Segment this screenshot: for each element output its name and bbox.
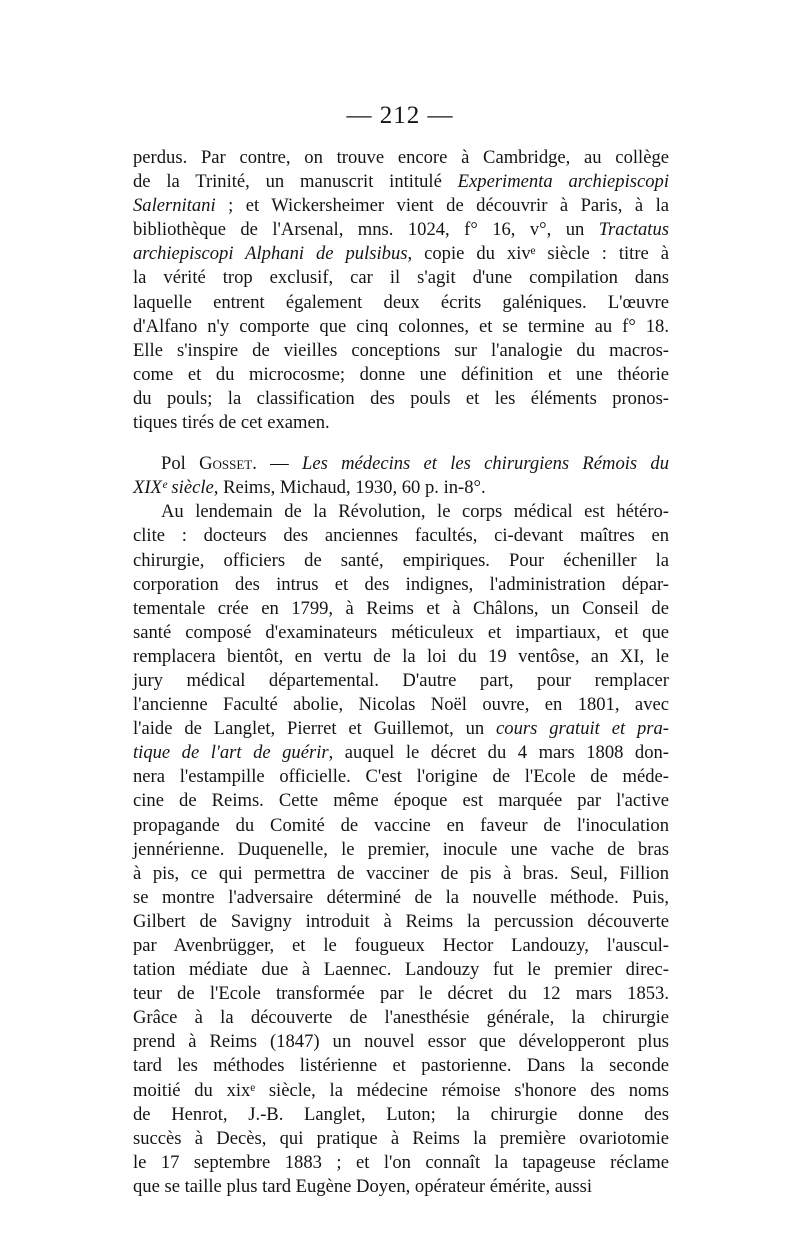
text-line	[133, 669, 669, 693]
line-text: moitié du xixᵉ siècle, la médecine rémoise s'honore des noms	[133, 1079, 669, 1101]
line-text: Au lendemain de la Révolution, le corps médical est hétéro-	[161, 501, 669, 523]
text-line	[133, 862, 669, 886]
line-text: jennérienne. Duquenelle, le premier, inocule une vache de bras	[133, 838, 669, 860]
text-line	[133, 170, 669, 194]
italic-title: Salernitani	[133, 195, 216, 217]
line-text: teur de l'Ecole transformée par le décret du 12 mars 1853.	[133, 983, 669, 1005]
citation-title-line-1: Les médecins et les chirurgiens Rémois du	[302, 453, 669, 475]
text-line	[133, 500, 669, 524]
text-line	[133, 1054, 669, 1078]
text-line	[133, 1030, 669, 1054]
italic-title: Tractatus	[598, 219, 669, 241]
page-body	[133, 146, 669, 1199]
text-line	[133, 645, 669, 669]
line-text: à pis, ce qui permettra de vacciner de pis à bras. Seul, Fillion	[133, 862, 669, 884]
line-text: perdus. Par contre, on trouve encore à Cambridge, au collège	[133, 147, 669, 168]
line-text: cine de Reims. Cette même époque est marquée par l'active	[133, 790, 669, 812]
line-text: la vérité trop exclusif, car il s'agit d'une compilation dans	[133, 267, 669, 289]
text-line	[133, 1006, 669, 1030]
line-text: come et du microcosme; donne une définition et une théorie	[133, 363, 669, 385]
text-line	[133, 363, 669, 387]
text-line	[133, 838, 669, 862]
line-text: tiques tirés de cet examen.	[133, 412, 330, 434]
text-line	[133, 242, 669, 266]
text-line	[133, 411, 669, 435]
line-text: laquelle entrent également deux écrits galéniques. L'œuvre	[133, 291, 669, 313]
citation-author-first: Pol	[161, 453, 200, 475]
line-text: jury médical départemental. D'autre part, pour remplacer	[133, 669, 669, 691]
bibliographic-citation	[133, 452, 669, 500]
text-line	[133, 146, 669, 170]
text-line	[133, 621, 669, 645]
text-line	[133, 958, 669, 982]
line-text: remplacera bientôt, en vertu de la loi du 19 ventôse, an XI, le	[133, 645, 669, 667]
text-line	[133, 1103, 669, 1127]
text-line	[133, 1151, 669, 1175]
text-line	[133, 1127, 669, 1151]
line-text: de la Trinité, un manuscrit intitulé	[133, 171, 458, 193]
text-line	[133, 982, 669, 1006]
text-line	[133, 717, 669, 741]
line-text: tation médiate due à Laennec. Landouzy fut le premier direc-	[133, 959, 669, 981]
line-text: par Avenbrügger, et le fougueux Hector Landouzy, l'auscul-	[133, 935, 669, 956]
text-line	[133, 886, 669, 910]
line-text: nera l'estampille officielle. C'est l'origine de l'Ecole de méde-	[133, 766, 669, 788]
line-text: propagande du Comité de vaccine en faveur de l'inoculation	[133, 814, 669, 836]
italic-title: tique de l'art de guérir	[133, 742, 329, 764]
text-line	[133, 549, 669, 573]
line-text: l'aide de Langlet, Pierret et Guillemot, un	[133, 718, 497, 740]
text-line	[133, 765, 669, 789]
text-line	[133, 524, 669, 548]
text-line	[133, 814, 669, 838]
text-line	[133, 1175, 669, 1199]
line-text: , auquel le décret du 4 mars 1808 don-	[328, 742, 669, 764]
text-line	[133, 266, 669, 290]
line-text: le 17 septembre 1883 ; et l'on connaît la tapageuse réclame	[133, 1151, 669, 1173]
line-text: Elle s'inspire de vieilles conceptions sur l'analogie du macros-	[133, 339, 669, 361]
italic-title: archiepiscopi Alphani de pulsibus	[133, 243, 408, 265]
line-text: se montre l'adversaire déterminé de la nouvelle méthode. Puis,	[133, 886, 669, 908]
text-line	[133, 693, 669, 717]
line-text: Grâce à la découverte de l'anesthésie générale, la chirurgie	[133, 1007, 669, 1029]
text-line	[133, 573, 669, 597]
line-text: du pouls; la classification des pouls et les éléments pronos-	[133, 387, 669, 409]
line-text: de Henrot, J.-B. Langlet, Luton; la chirurgie donne des	[133, 1103, 669, 1125]
line-text: prend à Reims (1847) un nouvel essor que développeront plus	[133, 1031, 669, 1053]
line-text: que se taille plus tard Eugène Doyen, opérateur émérite, aussi	[133, 1175, 592, 1197]
text-line	[133, 387, 669, 411]
line-text: ; et Wickersheimer vient de découvrir à Paris, à la	[215, 195, 669, 217]
citation-title-line-2: XIXᵉ siècle	[133, 477, 214, 499]
citation-publication: , Reims, Michaud, 1930, 60 p. in-8°.	[213, 477, 486, 499]
text-line	[133, 194, 669, 218]
line-text: corporation des intrus et des indignes, l'administration dépar-	[133, 573, 669, 595]
text-line	[133, 789, 669, 813]
paragraph-arsenal-manuscript	[133, 146, 669, 435]
text-line	[133, 597, 669, 621]
citation-dash: . —	[252, 453, 302, 475]
citation-author-last: Gosset	[199, 453, 253, 475]
paragraph-reims-medicine	[133, 500, 669, 1199]
line-text: chirurgie, officiers de santé, empiriques. Pour écheniller la	[133, 549, 669, 571]
line-text: clite : docteurs des anciennes facultés, ci-devant maîtres en	[133, 525, 669, 547]
text-line	[133, 934, 669, 958]
text-line	[133, 315, 669, 339]
line-text: tard les méthodes listérienne et pastorienne. Dans la seconde	[133, 1055, 669, 1077]
page-number: — 212 —	[346, 102, 454, 129]
text-line	[133, 1079, 669, 1103]
line-text: bibliothèque de l'Arsenal, mns. 1024, f° 16, v°, un	[133, 219, 599, 241]
line-text: tementale crée en 1799, à Reims et à Châlons, un Conseil de	[133, 597, 669, 619]
text-line	[133, 291, 669, 315]
text-line	[133, 741, 669, 765]
italic-title: Experimenta archiepiscopi	[457, 171, 669, 193]
line-text: , copie du xivᵉ siècle : titre à	[407, 243, 669, 265]
text-line	[133, 339, 669, 363]
text-line	[133, 218, 669, 242]
italic-title: cours gratuit et pra-	[496, 718, 669, 740]
line-text: Gilbert de Savigny introduit à Reims la percussion découverte	[133, 910, 669, 932]
text-line	[133, 910, 669, 934]
line-text: d'Alfano n'y comporte que cinq colonnes, et se termine au f° 18.	[133, 315, 669, 337]
line-text: l'ancienne Faculté abolie, Nicolas Noël ouvre, en 1801, avec	[133, 694, 669, 716]
line-text: santé composé d'examinateurs méticuleux et impartiaux, et que	[133, 621, 669, 643]
line-text: succès à Decès, qui pratique à Reims la première ovariotomie	[133, 1127, 669, 1149]
